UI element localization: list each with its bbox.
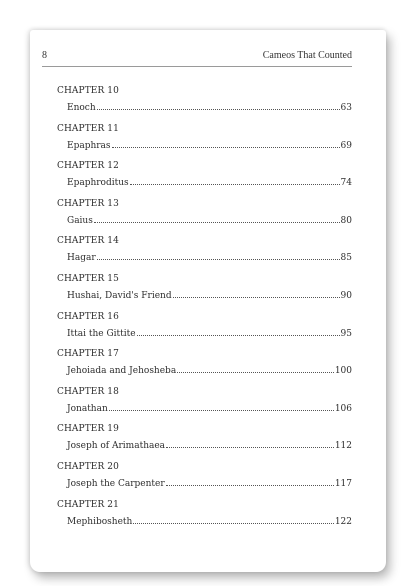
- chapter-label: CHAPTER 10: [57, 86, 119, 96]
- chapter-title: Joseph of Arimathaea: [67, 441, 166, 452]
- toc-entry: [57, 160, 352, 198]
- chapter-page-number: 106: [334, 403, 352, 414]
- dot-leader: [173, 296, 340, 298]
- chapter-page-number: 63: [340, 103, 352, 113]
- chapter-title: Enoch: [67, 103, 96, 113]
- chapter-title: Gaius: [67, 215, 93, 226]
- toc-entry-line: [57, 177, 352, 189]
- chapter-title: Jonathan: [67, 403, 108, 414]
- toc-entry-line: [57, 140, 352, 152]
- toc-entry: [57, 423, 352, 461]
- toc-entry-line: [57, 516, 352, 528]
- chapter-page-number: 95: [340, 328, 352, 339]
- chapter-title: Mephibosheth: [67, 516, 133, 527]
- chapter-page-number: 90: [340, 290, 352, 301]
- chapter-page-number: 80: [340, 215, 352, 226]
- toc-entry: [57, 386, 352, 424]
- dot-leader: [133, 522, 334, 524]
- toc-entry-line: [57, 215, 352, 227]
- chapter-label: CHAPTER 14: [57, 236, 119, 247]
- chapter-label: CHAPTER 16: [57, 311, 119, 322]
- toc-entry: [57, 348, 352, 386]
- dot-leader: [166, 484, 334, 486]
- chapter-page-number: 85: [340, 253, 352, 264]
- toc-entry: [57, 123, 352, 161]
- chapter-title: Epaphras: [67, 140, 111, 151]
- toc-entry-line: [57, 290, 352, 302]
- chapter-title: Hushai, David's Friend: [67, 290, 172, 301]
- dot-leader: [97, 108, 340, 110]
- chapter-title: Joseph the Carpenter: [67, 478, 165, 489]
- toc-entry: [57, 461, 352, 499]
- toc-entry-line: [57, 440, 352, 452]
- toc-entry-line: [57, 403, 352, 415]
- chapter-title: Jehoiada and Jehosheba: [67, 366, 177, 377]
- dot-leader: [97, 258, 340, 260]
- chapter-label: CHAPTER 12: [57, 161, 119, 172]
- dot-leader: [109, 409, 334, 411]
- chapter-page-number: 69: [340, 140, 352, 151]
- dot-leader: [130, 183, 340, 185]
- chapter-label: CHAPTER 21: [57, 499, 119, 510]
- dot-leader: [177, 371, 334, 373]
- toc-entry: [57, 235, 352, 273]
- book-page: [30, 30, 386, 572]
- chapter-page-number: 74: [340, 178, 352, 189]
- dot-leader: [166, 446, 334, 448]
- chapter-label: CHAPTER 11: [57, 123, 119, 134]
- table-of-contents: [57, 85, 352, 536]
- chapter-title: Epaphroditus: [67, 178, 129, 189]
- toc-entry-line: [57, 478, 352, 490]
- chapter-page-number: 117: [334, 478, 352, 489]
- toc-entry: [57, 499, 352, 537]
- chapter-label: CHAPTER 15: [57, 273, 119, 284]
- chapter-label: CHAPTER 18: [57, 386, 119, 397]
- toc-entry: [57, 85, 352, 123]
- toc-entry-line: [57, 102, 352, 114]
- toc-entry-line: [57, 365, 352, 377]
- chapter-label: CHAPTER 17: [57, 349, 119, 360]
- dot-leader: [137, 334, 340, 336]
- book-title: Cameos That Counted: [262, 50, 352, 61]
- chapter-title: Ittai the Gittite: [67, 328, 136, 339]
- dot-leader: [112, 146, 340, 148]
- toc-entry: [57, 311, 352, 349]
- chapter-page-number: 112: [334, 441, 352, 452]
- chapter-page-number: 100: [334, 366, 352, 377]
- toc-entry: [57, 198, 352, 236]
- chapter-label: CHAPTER 20: [57, 461, 119, 472]
- toc-entry-line: [57, 252, 352, 264]
- page-number: 8: [42, 50, 47, 61]
- toc-entry: [57, 273, 352, 311]
- dot-leader: [94, 221, 340, 223]
- running-head: [42, 50, 352, 67]
- chapter-label: CHAPTER 19: [57, 424, 119, 435]
- chapter-title: Hagar: [67, 253, 96, 264]
- chapter-page-number: 122: [334, 516, 352, 527]
- toc-entry-line: [57, 328, 352, 340]
- chapter-label: CHAPTER 13: [57, 198, 119, 209]
